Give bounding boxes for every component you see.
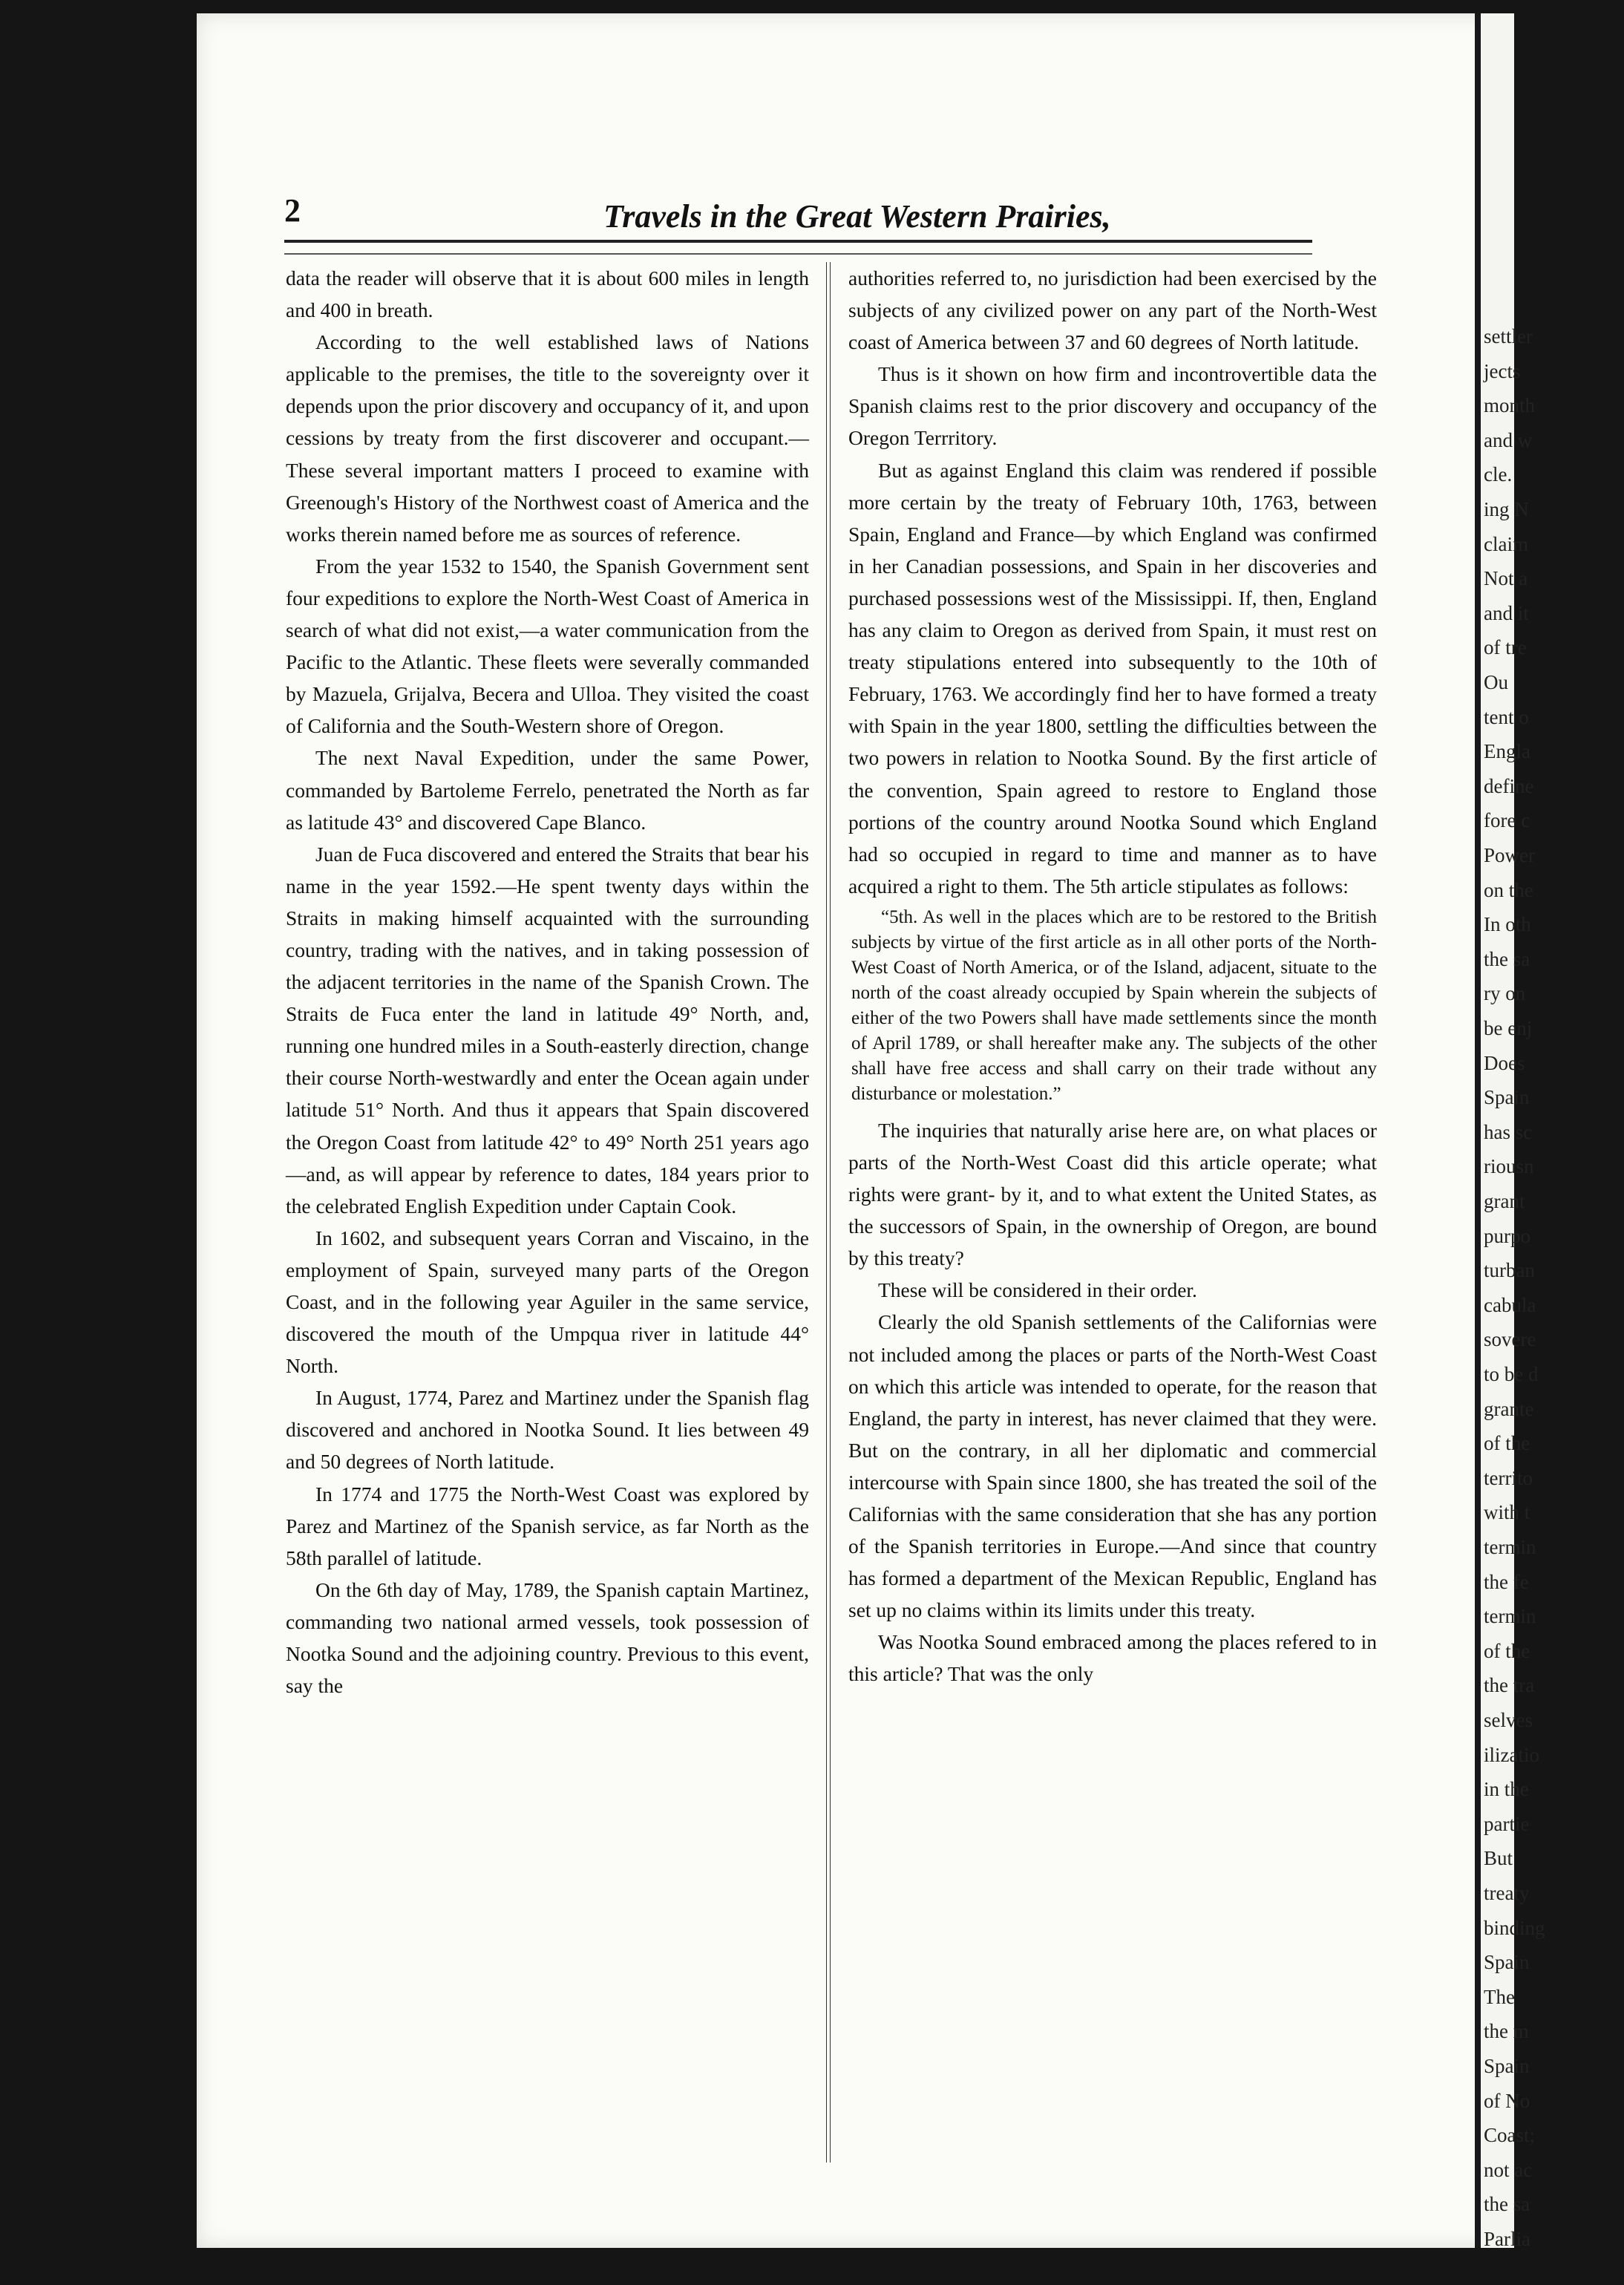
next-page-fragment: ilizatio [1484, 1743, 1539, 1766]
next-page-fragment: Power [1484, 844, 1535, 866]
next-page-fragment: not ac [1484, 2158, 1533, 2181]
next-page-fragment: turban [1484, 1259, 1535, 1282]
next-page-fragment: fore c [1484, 809, 1530, 832]
paragraph: data the reader will observe that it is about 600 miles in length and 400 in breath. [286, 267, 809, 322]
next-page-fragment: has sc [1484, 1120, 1533, 1143]
paragraph: These will be considered in their order. [878, 1278, 1197, 1302]
next-page-fragment: binding [1484, 1916, 1545, 1939]
paragraph: In 1774 and 1775 the North-West Coast was explored by Parez and Martinez of the Spanish service, as far North as the 58th parallel of latitude. [286, 1482, 809, 1569]
next-page-fragment: riousn [1484, 1155, 1534, 1178]
next-page-fragment: the m [1484, 2020, 1529, 2043]
next-page-fragment: with t [1484, 1501, 1530, 1524]
next-page-fragment: Coast; [1484, 2124, 1536, 2147]
page-number: 2 [284, 192, 301, 229]
left-column [286, 262, 809, 1702]
paragraph: Was Nootka Sound embraced among the places refered to in this article? That was the only [848, 1630, 1377, 1686]
next-page-fragment: be enj [1484, 1017, 1533, 1039]
next-page-fragment: Does [1484, 1051, 1525, 1074]
next-page-fragment: cabula [1484, 1293, 1536, 1316]
next-page-fragment: Spain [1484, 2055, 1530, 2077]
treaty-quote: “5th. As well in the places which are to be restored to the British subjects by virtue of the first article as in all other ports of the North-West Coast of North America, or of the Island, adjacent, situate to the north of the coast already occupied by Spain wherein the subjects of either of the two Powers shall have made settlements since the month of April 1789, or shall hereafter make any. The subjects of the other shall have free access and shall carry on their trade without any disturbance or molestation.” [851, 906, 1377, 1104]
paragraph: According to the well established laws of Nations applicable to the premises, the title to the sovereignty over it depends upon the prior discovery and occupancy of it, and upon cessions by treaty from the first discoverer and occupant.—These several important matters I proceed to examine with Greenough's History of the Northwest coast of America and the works therein named before me as sources of reference. [286, 330, 809, 546]
next-page-fragment: tent o [1484, 705, 1529, 728]
next-page-fragment: The [1484, 1985, 1515, 2008]
next-page-fragment: selves [1484, 1709, 1533, 1731]
paragraph: The inquiries that naturally arise here are, on what places or parts of the North-West Coast did this article operate; what rights were grant- by it, and to what extent the United States, as the successors of Spain, in the ownership of Oregon, are bound by this treaty? [848, 1118, 1377, 1270]
running-title: Travels in the Great Western Prairies, [603, 198, 1111, 235]
next-page-edge [1481, 13, 1545, 2250]
next-page-fragment: the sa [1484, 2193, 1530, 2216]
next-page-fragment: settler [1484, 325, 1533, 347]
next-page-fragment: Engla [1484, 740, 1530, 763]
column-rule [826, 262, 831, 2163]
next-page-fragment: sovere [1484, 1328, 1536, 1351]
book-page [197, 13, 1545, 2250]
next-page-fragment: Spain [1484, 1951, 1530, 1974]
header-rule [284, 240, 1312, 255]
next-page-fragment: of No [1484, 2089, 1530, 2112]
right-column [848, 262, 1377, 1690]
next-page-fragment: Spain [1484, 1086, 1530, 1109]
paragraph: Clearly the old Spanish settlements of the Californias were not included among the places or parts of the North-West Coast on which this article was intended to operate, for the reason that England, the party in interest, has never claimed that they were. But on the contrary, in all her diplomatic and commercial intercourse with Spain since 1800, she has treated the soil of the Californias with the same consideration that she has any portion of the Spanish territories in Europe.—And since that country has formed a department of the Mexican Republic, England has set up no claims within its limits under this treaty. [848, 1310, 1377, 1622]
paragraph: The next Naval Expedition, under the same Power, commanded by Bartoleme Ferrelo, penetrated the North as far as latitude 43° and discovered Cape Blanco. [286, 746, 809, 834]
next-page-fragment: Not a [1484, 567, 1528, 590]
next-page-fragment: and it [1484, 601, 1529, 624]
next-page-fragment: of tre [1484, 636, 1527, 659]
next-page-fragment: grante [1484, 1397, 1534, 1420]
page-gutter [1475, 13, 1481, 2248]
next-page-fragment: the fe [1484, 1570, 1529, 1593]
next-page-fragment: treaty [1484, 1882, 1530, 1904]
next-page-fragment: define [1484, 774, 1534, 797]
paragraph: In 1602, and subsequent years Corran and Viscaino, in the employment of Spain, surveyed many parts of the Oregon Coast, and in the following year Aguiler in the same service, discovered the mouth of the Umpqua river in latitude 44° North. [286, 1226, 809, 1378]
paragraph: Juan de Fuca discovered and entered the Straits that bear his name in the year 1592.—He spent twenty days within the Straits in making himself acquainted with the surrounding country, trading with the natives, and in taking possession of the adjacent territories in the name of the Spanish Crown. The Straits de Fuca enter the land in latitude 49° North, and, running one hundred miles in a South-easterly direction, change their course North-westwardly and enter the Ocean again under latitude 51° North. And thus it appears that Spain discovered the Oregon Coast from latitude 42° to 49° North 251 years ago—and, as will appear by reference to dates, 184 years prior to the celebrated English Expedition under Captain Cook. [286, 842, 809, 1217]
next-page-fragment: jects [1484, 359, 1521, 382]
next-page-fragment: But [1484, 1847, 1513, 1870]
running-head [284, 192, 1312, 243]
next-page-fragment: grant [1484, 1190, 1525, 1212]
next-page-fragment: termin [1484, 1536, 1536, 1558]
paragraph: From the year 1532 to 1540, the Spanish Government sent four expeditions to explore the North-West Coast of America in search of what did not exist,—a water communication from the Pacific to the Atlantic. These fleets were severally commanded by Mazuela, Grijalva, Becera and Ulloa. They visited the coast of California and the South-Western shore of Oregon. [286, 554, 809, 738]
paragraph: Thus is it shown on how firm and incontrovertible data the Spanish claims rest to the prior discovery and occupancy of the Oregon Terrritory. [848, 362, 1377, 450]
paragraph: On the 6th day of May, 1789, the Spanish captain Martinez, commanding two national armed vessels, took possession of Nootka Sound and the adjoining country. Previous to this event, say the [286, 1578, 809, 1698]
next-page-fragment: of the [1484, 1639, 1530, 1662]
next-page-fragment: month [1484, 394, 1536, 417]
paragraph: But as against England this claim was rendered if possible more certain by the treaty of February 10th, 1763, between Spain, England and France—by which England was confirmed in her Canadian possessions, and Spain in her discoveries and purchased possessions west of the Mississippi. If, then, England has any claim to Oregon as derived from Spain, it must rest on treaty stipulations entered into subsequently to the 10th of February, 1763. We accordingly find her to have formed a treaty with Spain in the year 1800, settling the difficulties between the two powers in relation to Nootka Sound. By the first article of the convention, Spain agreed to restore to England those portions of the country around Nootka Sound which England had so occupied in regard to time and manner as to have acquired a right to them. The 5th article stipulates as follows: [848, 458, 1377, 898]
next-page-fragment: termin [1484, 1605, 1536, 1628]
next-page-fragment: claim [1484, 532, 1528, 555]
paragraph: authorities referred to, no jurisdiction had been exercised by the subjects of any civilized power on any part of the North-West coast of America between 37 and 60 degrees of North latitude. [848, 267, 1377, 354]
next-page-fragment: in the [1484, 1778, 1529, 1801]
next-page-fragment: ing N [1484, 498, 1529, 520]
next-page-fragment: territo [1484, 1466, 1533, 1489]
next-page-fragment: Ou [1484, 671, 1508, 693]
next-page-fragment: In oth [1484, 913, 1531, 936]
next-page-fragment: of the [1484, 1432, 1530, 1455]
next-page-fragment: Parlia [1484, 2228, 1530, 2250]
next-page-fragment: on the [1484, 878, 1533, 901]
next-page-fragment: and w [1484, 428, 1533, 451]
next-page-fragment: ry on [1484, 982, 1526, 1005]
next-page-fragment: the tra [1484, 1674, 1535, 1697]
next-page-fragment: partie [1484, 1812, 1530, 1835]
next-page-fragment: to be d [1484, 1363, 1539, 1385]
next-page-fragment: cle. [1484, 463, 1513, 486]
next-page-fragment: purpo [1484, 1224, 1530, 1247]
paragraph: In August, 1774, Parez and Martinez under the Spanish flag discovered and anchored in Nootka Sound. It lies between 49 and 50 degrees of North latitude. [286, 1386, 809, 1474]
next-page-fragment: the sa [1484, 947, 1530, 970]
